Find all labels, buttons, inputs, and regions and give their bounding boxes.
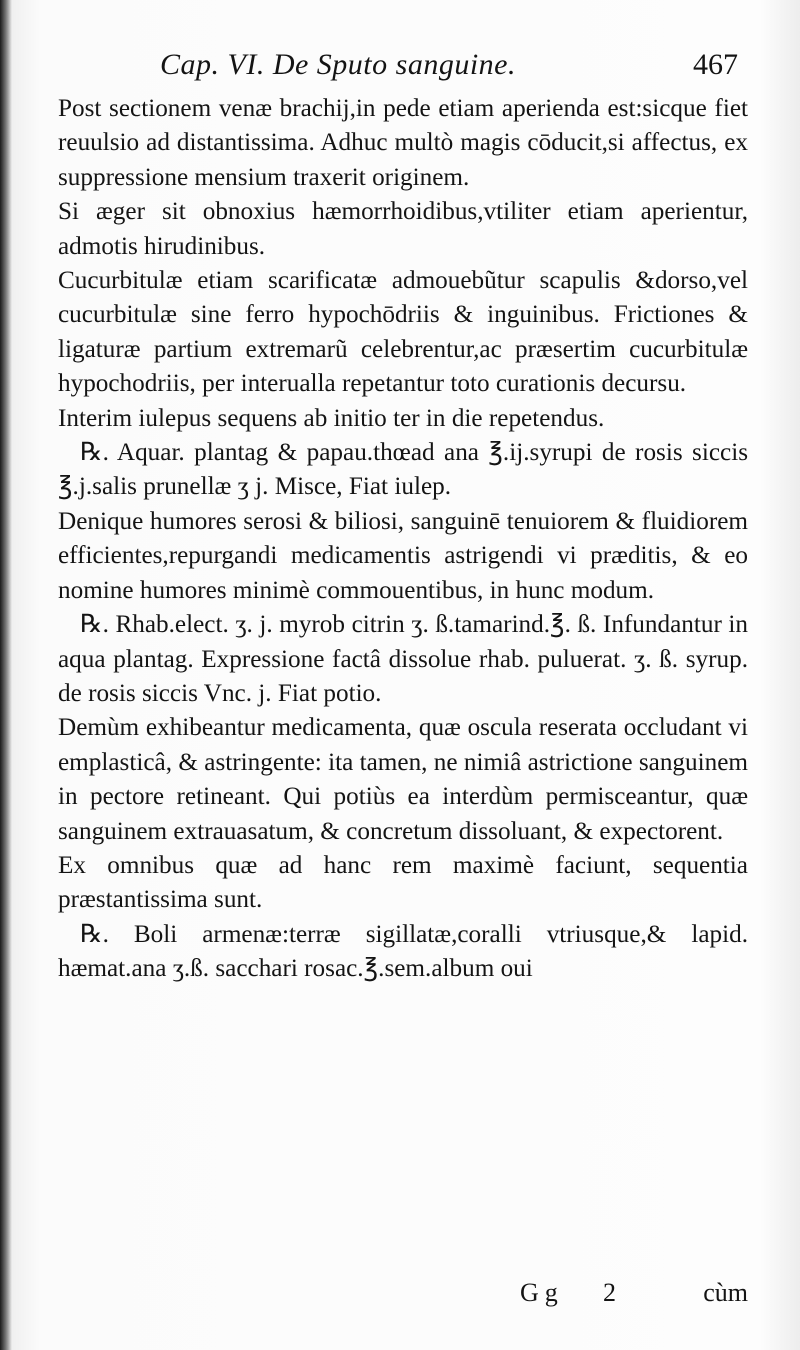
paragraph-haemorrhoids: Si æger sit obnoxius hæmorrhoidibus,vtiliter etiam aperientur, admotis hirudinibus. xyxy=(58,198,748,260)
recipe-rhubarb: ℞. Rhab.elect. ʒ. j. myrob citrin ʒ. ß.tamarind.℥. ß. Infundantur in aqua plantag. Expressione factâ dissolue rhab. puluerat. ʒ. ß. syrup. de rosis siccis Vnc. j. Fiat potio. xyxy=(58,611,748,707)
recipe-julep: ℞. Aquar. plantag & papau.thœad ana ℥.ij.syrupi de rosis siccis ℥.j.salis prunellæ ʒ j. Misce, Fiat iulep. xyxy=(58,439,748,501)
running-title: Cap. VI. De Sputo sanguine. xyxy=(160,48,516,81)
paragraph-ex-omnibus: Ex omnibus quæ ad hanc rem maximè faciunt, sequentia præstantissima sunt. xyxy=(58,851,748,914)
catchword: cùm xyxy=(703,1278,748,1307)
paragraph-cupping: Cucurbitulæ etiam scarificatæ admouebũtur scapulis &dorso,vel cucurbitulæ sine ferro hypochōdriis & inguinibus. Frictiones & ligaturæ partium extremarũ celebrentur,ac præsertim cucurbitulæ hypochodriis, per interualla repetantur toto curationis decursu. xyxy=(58,267,748,398)
recipe-bole: ℞. Boli armenæ:terræ sigillatæ,coralli vtriusque,& lapid. hæmat.ana ʒ.ß. sacchari rosac.℥.sem.album oui xyxy=(58,920,748,983)
paragraph-medicaments: Demùm exhibeantur medicamenta, quæ oscula reserata occludant vi emplasticâ, & astringente: ita tamen, ne nimiâ astrictione sanguinem in pectore retineant. Qui potiùs ea interdùm permisceantur, quæ sanguinem extrauasatum, & concretum dissoluant, & expectorent. xyxy=(58,714,748,845)
page-header xyxy=(60,46,738,90)
body-text xyxy=(58,92,748,987)
paragraph-venesection: Post sectionem venæ brachij,in pede etiam aperienda est:sicque fiet reuulsio ad distantissima. Adhuc multò magis cōducit,si affectus, ex suppressione mensium traxerit originem. xyxy=(58,95,748,191)
page-number: 467 xyxy=(693,48,738,81)
paragraph-julep-intro: Interim iulepus sequens ab initio ter in die repetendus. xyxy=(58,404,605,432)
paragraph-humors: Denique humores serosi & biliosi, sanguinē tenuiorem & fluidiorem efficientes,repurgandi medicamentis astrigendi vi præditis, & eo nomine humores minimè commouentibus, in hunc modum. xyxy=(58,507,748,604)
page-footer xyxy=(58,1278,748,1314)
leaf-number: 2 xyxy=(603,1278,616,1307)
signature-mark: Gg xyxy=(520,1278,564,1307)
